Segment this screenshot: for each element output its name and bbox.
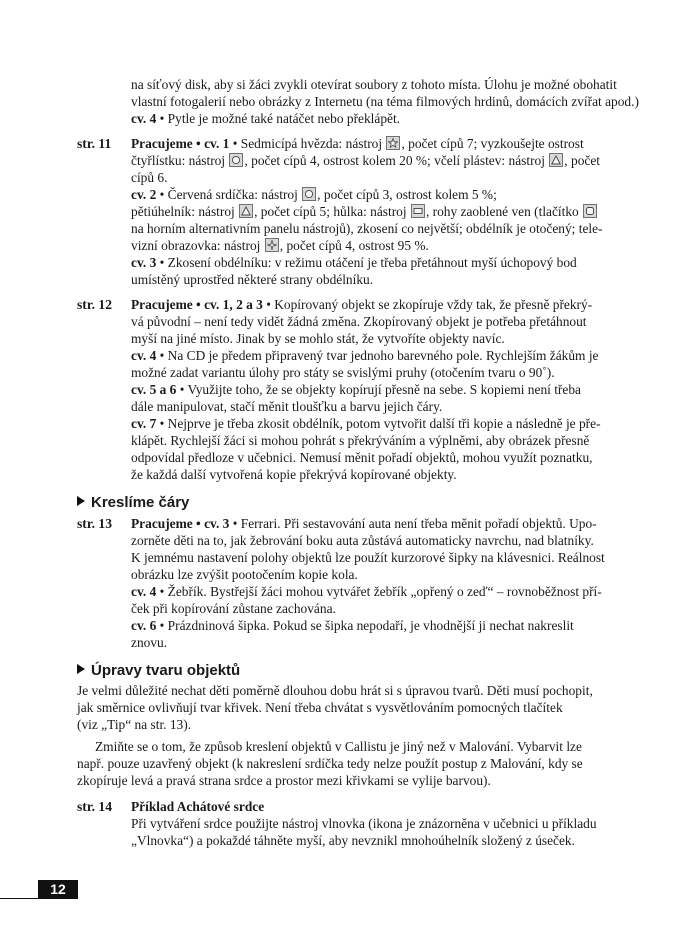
polygon-tool-icon [549, 153, 563, 167]
intro-line-3: cv. 4 • Pytle je možné také natáčet nebo překlápět. [131, 111, 401, 126]
s11-line-3: cípů 6. [131, 170, 168, 185]
s13-line-4: obrázku lze zvýšit pootočením kopie kola. [131, 567, 358, 582]
p1-line-3: (viz „Tip“ na str. 13). [77, 717, 192, 732]
s11-line-4: cv. 2 • Červená srdíčka: nástroj , počet cípů 3, ostrost kolem 5 %; [131, 187, 497, 202]
p1-line-2: jak směrnice ovlivňují tvar křivek. Není třeba chvátat s vysvětlováním pomocných tlačítek [77, 700, 563, 715]
s11-line-5: pětiúhelník: nástroj , počet cípů 5; hůlka: nástroj , rohy zaoblené ven (tlačítko [131, 203, 598, 220]
ref-str-13: str. 13 [77, 516, 112, 531]
s12-line-5: možné zadat variantu úlohy pro státy se svislými pruhy (otočením tvaru o 90˚). [131, 365, 555, 380]
section-heading-lines: Kreslíme čáry [77, 494, 189, 512]
s12-line-8: cv. 7 • Nejprve je třeba zkosit obdélník, potom vytvořit další tři kopie a následně je pře- [131, 416, 601, 431]
p2-line-3: zkopíruje levá a pravá strana srdce a prostor mezi křivkami se vylije barvou). [77, 773, 491, 788]
s12-line-3: myší na jiné místo. Jinak by se mohlo stát, že vytvoříte objekty navíc. [131, 331, 505, 346]
heading-marker-icon [77, 496, 85, 506]
page-number-rule [0, 898, 78, 899]
s12-line-7: dále manipulovat, stačí měnit tloušťku a barvu jejich čáry. [131, 399, 443, 414]
s12-line-1: Pracujeme • cv. 1, 2 a 3 • Kopírovaný objekt se zkopíruje vždy tak, že přesně překrý- [131, 297, 593, 312]
star-tool-icon [386, 136, 400, 150]
s14-line-1: Při vytváření srdce použijte nástroj vlnovka (ikona je znázorněna v učebnici u příkladu [131, 816, 597, 831]
intro-line-1: na síťový disk, aby si žáci zvykli otevírat soubory z tohoto místa. Úlohu je možné obohatit [131, 77, 617, 92]
rounded-star-tool-icon [302, 187, 316, 201]
heading-marker-icon [77, 664, 85, 674]
p1-line-1: Je velmi důležité nechat děti poměrně dlouhou dobu hrát si s úpravou tvarů. Děti musí pochopit, [77, 683, 593, 698]
s11-line-8: cv. 3 • Zkosení obdélníku: v režimu otáčení je třeba přetáhnout myší úchopový bod [131, 255, 577, 270]
ref-str-11: str. 11 [77, 136, 112, 151]
s13-line-6: ček při kopírování zůstane zachována. [131, 601, 336, 616]
s11-line-9: umístěný uprostřed některé strany obdélníku. [131, 272, 374, 287]
s12-line-9: klápět. Rychlejší žáci si mohou pohrát s překrýváním a výplněmi, aby obrázek přesně [131, 433, 590, 448]
s12-line-2: vá původní – není tedy vidět žádná změna. Zkopírovaný objekt je potřeba přetáhnout [131, 314, 587, 329]
s13-line-7: cv. 6 • Prázdninová šipka. Pokud se šipka nepodaří, je vhodnější ji nechat nakreslit [131, 618, 574, 633]
p2-line-1: Zmiňte se o tom, že způsob kreslení objektů v Callistu je jiný než v Malování. Vybarvit lze [95, 739, 582, 754]
s13-line-5: cv. 4 • Žebřík. Bystřejší žáci mohou vytvářet žebřík „opřený o zeď“ – rovnoběžnost pří- [131, 584, 602, 599]
s11-line-6: na horním alternativním panelu nástrojů), zkosení co největší; obdélník je otočený; tele- [131, 221, 603, 236]
section-heading-shapes: Úpravy tvaru objektů [77, 662, 240, 680]
rounded-corners-button-icon [583, 204, 597, 218]
s12-line-6: cv. 5 a 6 • Využijte toho, že se objekty kopírují přesně na sebe. S kopiemi není třeba [131, 382, 581, 397]
s12-line-4: cv. 4 • Na CD je předem připravený tvar jednoho barevného pole. Rychlejším žákům je [131, 348, 599, 363]
intro-line-2: vlastní fotogalerií nebo obrázky z Internetu (na téma filmových hrdinů, domácích zvířat apod.) [131, 94, 639, 109]
page-number: 12 [38, 880, 78, 898]
s13-line-8: znovu. [131, 635, 168, 650]
s12-line-10: odpovídal předloze v učebnici. Nemusí měnit pořadí objektů, mohou využít poznatku, [131, 450, 593, 465]
s14-title: Příklad Achátové srdce [131, 799, 265, 814]
p2-line-2: např. pouze uzavřený objekt (k nakreslení srdíčka tedy nelze použít postup z Malování, kdy se [77, 756, 583, 771]
star-tool-icon [265, 238, 279, 252]
s14-line-2: „Vlnovka“) a pokaždé táhněte myší, aby nevznikl mnohoúhelník složený z úseček. [131, 833, 575, 848]
s13-line-2: zorněte děti na to, jak žebrování boku auta zůstává automaticky navrchu, nad blatníky. [131, 533, 594, 548]
s13-line-3: K jemnému nastavení polohy objektů lze použít kurzorové šipky na klávesnici. Reálnost [131, 550, 605, 565]
rounded-star-tool-icon [229, 153, 243, 167]
s12-line-11: že každá další vytvořená kopie překrývá kopírované objekty. [131, 467, 457, 482]
s11-line-7: vizní obrazovka: nástroj , počet cípů 4, ostrost 95 %. [131, 238, 429, 253]
ref-str-14: str. 14 [77, 799, 112, 814]
s13-line-1: Pracujeme • cv. 3 • Ferrari. Při sestavování auta není třeba měnit pořadí objektů. Upo- [131, 516, 597, 531]
polygon-tool-icon [239, 204, 253, 218]
s11-line-1: Pracujeme • cv. 1 • Sedmicípá hvězda: nástroj , počet cípů 7; vyzkoušejte ostrost [131, 136, 584, 151]
s11-line-2: čtyřlístku: nástroj , počet cípů 4, ostrost kolem 20 %; včelí plástev: nástroj , počet [131, 153, 600, 168]
rectangle-tool-icon [411, 204, 425, 218]
ref-str-12: str. 12 [77, 297, 112, 312]
